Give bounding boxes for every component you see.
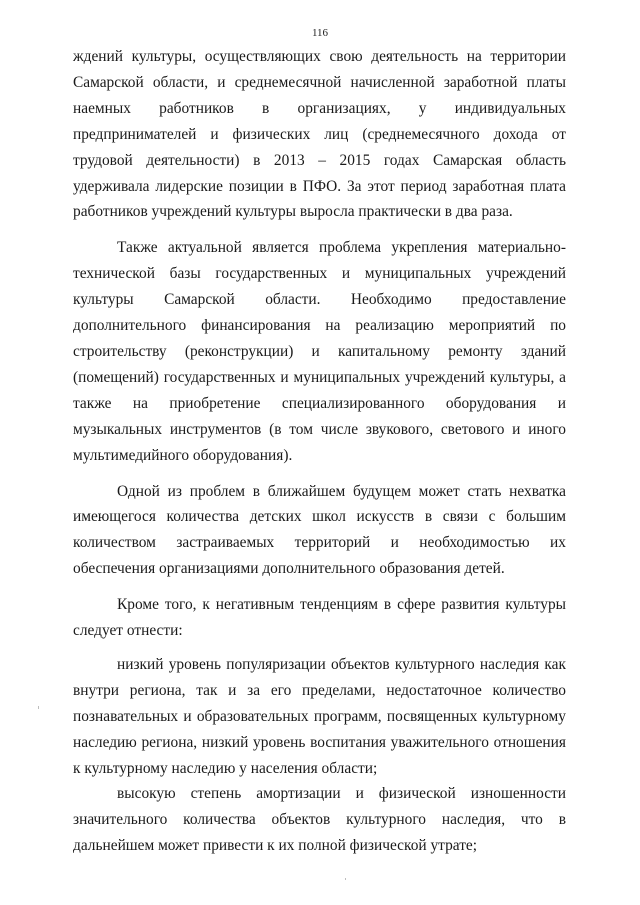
paragraph-salary-continuation: ждений культуры, осуществляющих свою деятельность на территории Самарской области, и среднемесячной начисленной заработной платы наемных работников в организациях, у индивидуальных предпринимателей и физических лиц (среднемесячного дохода от трудовой деятельности) в 2013 – 2015 годах Самарская область удерживала лидерские позиции в ПФО. За этот период заработная плата работников учреждений культуры выросла практически в два раза.: [73, 48, 566, 221]
paragraph-negative-trends-intro: Кроме того, к негативным тенденциям в сфере развития культуры следует отнести:: [73, 596, 566, 640]
list-item-heritage-popularization: низкий уровень популяризации объектов культурного наследия как внутри региона, так и за его пределами, недостаточное количество познавательных и образовательных программ, посвященных культурному наследию региона, низкий уровень воспитания уважительного отношения к культурному наследию у населения области;: [73, 655, 566, 777]
list-item-heritage-depreciation: высокую степень амортизации и физической изношенности значительного количества объектов культурного наследия, что в дальнейшем может привести к их полной физической утрате;: [73, 785, 566, 855]
scan-artifact: [345, 878, 346, 880]
scan-artifact: [38, 706, 39, 709]
page-number: 116: [311, 27, 329, 39]
paragraph-art-schools: Одной из проблем в ближайшем будущем может стать нехватка имеющегося количества детских школ искусств в связи с большим количеством застраиваемых территорий и необходимостью их обеспечения организациями дополнительного образования детей.: [73, 482, 566, 578]
paragraph-material-base: Также актуальной является проблема укрепления материально-технической базы государственных и муниципальных учреждений культуры Самарской области. Необходимо предоставление дополнительного финансирования на реализацию мероприятий по строительству (реконструкции) и капитальному ремонту зданий (помещений) государственных и муниципальных учреждений культуры, а также на приобретение специализированного оборудования и музыкальных инструментов (в том числе звукового, светового и иного мультимедийного оборудования).: [73, 239, 566, 464]
document-body: [73, 44, 566, 859]
